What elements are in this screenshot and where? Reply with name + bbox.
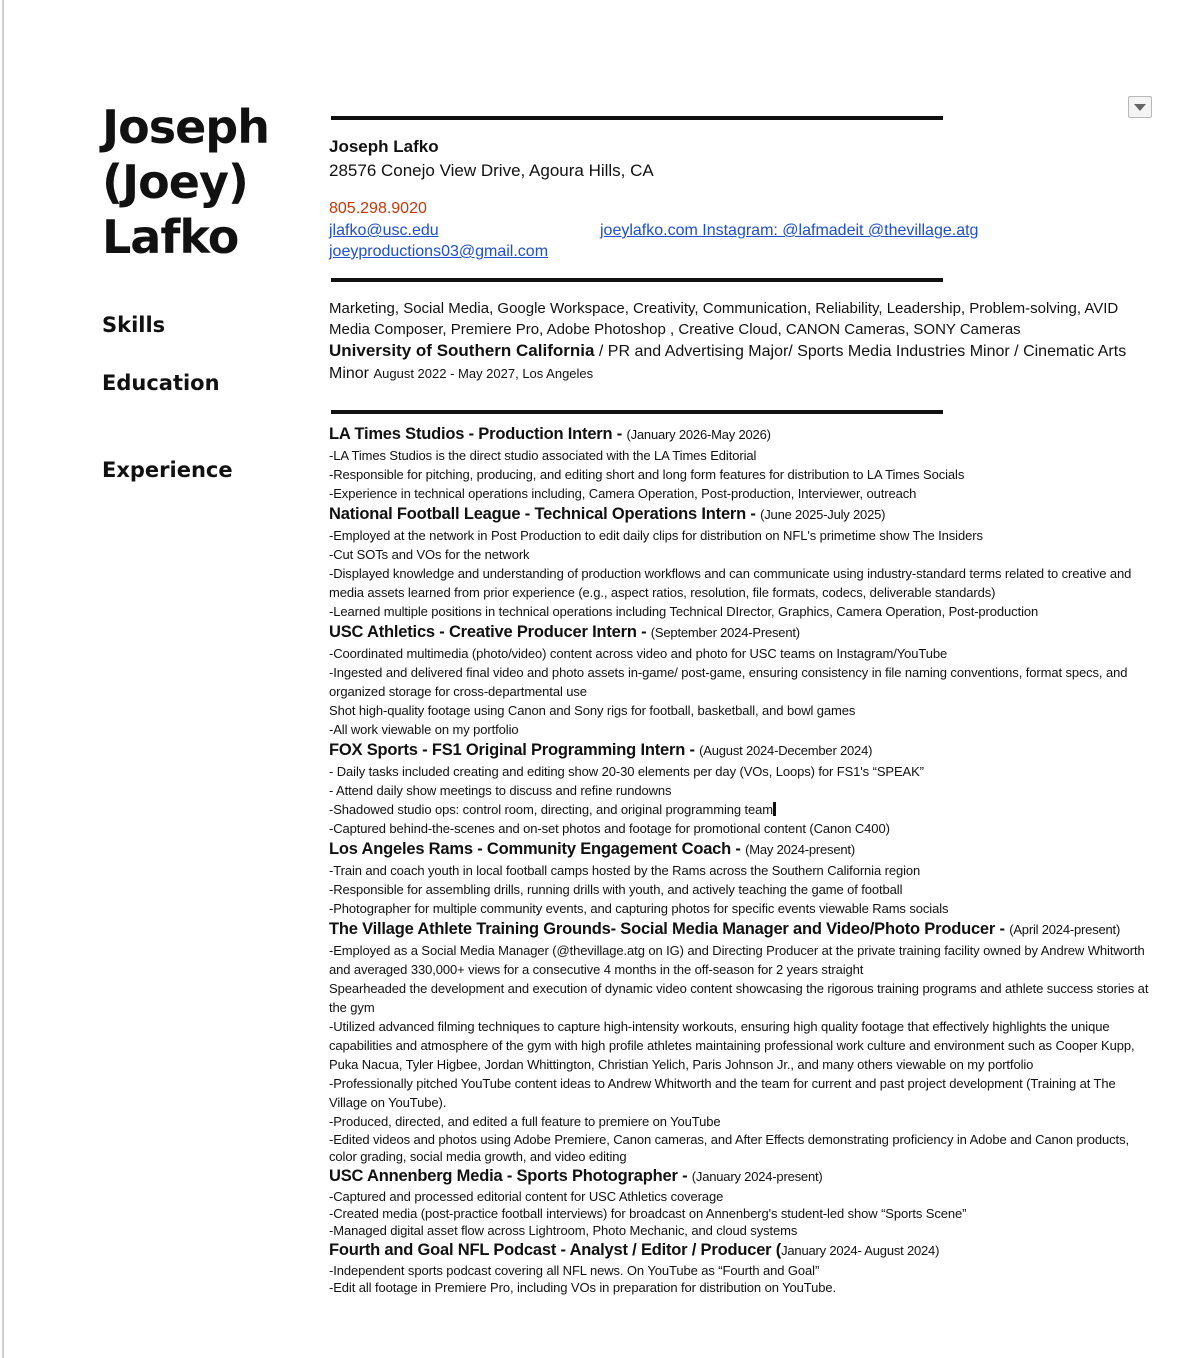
job-bullet: -Managed digital asset flow across Lightroom, Photo Mechanic, and cloud systems: [329, 1223, 798, 1238]
job-entry: [329, 621, 1151, 739]
job-bullet: -Learned multiple positions in technical operations including Technical DIrector, Graphics, Camera Operation, Post-production: [329, 604, 1039, 619]
job-bullet: -Photographer for multiple community events, and capturing photos for specific events viewable Rams socials: [329, 901, 949, 916]
job-bullet: - Attend daily show meetings to discuss and refine rundowns: [329, 783, 672, 798]
job-title: Los Angeles Rams - Community Engagement Coach -: [329, 840, 746, 858]
job-entry: [329, 1239, 1151, 1296]
job-bullet: -Coordinated multimedia (photo/video) content across video and photo for USC teams on Instagram/YouTube: [329, 646, 948, 661]
text-cursor-icon: [773, 802, 776, 816]
job-bullet: -Responsible for pitching, producing, and editing short and long form features for distribution to LA Times Socials: [329, 467, 965, 482]
contact-phone: 805.298.9020: [329, 200, 427, 217]
skills-text: Marketing, Social Media, Google Workspace, Creativity, Communication, Reliability, Leadership, Problem-solving, AVID Media Composer, Premiere Pro, Adobe Photoshop , Creative Cloud, CANON Cameras, SONY Cameras: [329, 300, 1119, 338]
contact-links-row: [329, 220, 1149, 241]
job-bullet-text: -Shadowed studio ops: control room, directing, and original programming team: [329, 802, 774, 817]
job-bullet: -LA Times Studios is the direct studio associated with the LA Times Editorial: [329, 448, 757, 463]
job-title: National Football League - Technical Operations Intern -: [329, 505, 761, 523]
skills-education-block: [329, 298, 1149, 385]
job-bullet: -Created media (post-practice football interviews) for broadcast on Annenberg's student-led show “Sports Scene”: [329, 1206, 967, 1221]
job-date: January 2024- August 2024): [781, 1243, 940, 1258]
education-date: August 2022 - May 2027, Los Angeles: [373, 366, 594, 381]
job-title-line: [329, 423, 1151, 446]
job-date: (May 2024-present): [745, 842, 855, 857]
job-bullet: -Responsible for assembling drills, running drills with youth, and actively teaching the game of football: [329, 882, 903, 897]
job-bullet: -Cut SOTs and VOs for the network: [329, 547, 530, 562]
experience-list: [329, 423, 1151, 1296]
experience-label: Experience: [102, 458, 233, 482]
job-bullet: -Train and coach youth in local football camps hosted by the Rams across the Southern California region: [329, 863, 921, 878]
job-bullet: -Captured and processed editorial content for USC Athletics coverage: [329, 1189, 724, 1204]
contact-address: 28576 Conejo View Drive, Agoura Hills, CA: [329, 161, 654, 180]
job-date: (April 2024-present): [1009, 922, 1121, 937]
contact-block: [329, 135, 1149, 262]
job-title-line: [329, 621, 1151, 644]
job-bullet: -Experience in technical operations including, Camera Operation, Post-production, Interviewer, outreach: [329, 486, 917, 501]
chevron-down-icon[interactable]: [1128, 96, 1152, 118]
name-line: (Joey): [102, 155, 248, 209]
job-title-line: [329, 503, 1151, 526]
job-entry: [329, 918, 1151, 1165]
job-bullet: -Employed as a Social Media Manager (@thevillage.atg on IG) and Directing Producer at the private training facility owned by Andrew Whitworth and averaged 330,000+ views for a consecutive 4 months in the off-season for 2 years straight: [329, 943, 1145, 977]
job-title: FOX Sports - FS1 Original Programming Intern -: [329, 741, 700, 759]
job-title-line: [329, 739, 1151, 762]
job-date: (June 2025-July 2025): [760, 507, 886, 522]
job-bullet: Shot high-quality footage using Canon and Sony rigs for football, basketball, and bowl games: [329, 703, 856, 718]
contact-name: Joseph Lafko: [329, 137, 439, 156]
job-bullet: - Daily tasks included creating and editing show 20-30 elements per day (VOs, Loops) for FS1's “SPEAK”: [329, 764, 924, 779]
email-link[interactable]: jlafko@usc.edu: [329, 222, 439, 239]
page-edge: [2, 0, 4, 1358]
job-entry: [329, 503, 1151, 621]
job-bullet: -Edited videos and photos using Adobe Premiere, Canon cameras, and After Effects demonstrating proficiency in Adobe and Canon products, color grading, social media growth, and video editing: [329, 1132, 1129, 1164]
job-title: USC Athletics - Creative Producer Intern -: [329, 623, 651, 641]
job-title: LA Times Studios - Production Intern -: [329, 425, 627, 443]
job-title-line: [329, 1165, 1151, 1188]
job-date: (January 2024-present): [691, 1169, 823, 1184]
divider-rule: [331, 278, 943, 282]
name-line: Lafko: [102, 210, 239, 264]
job-entry: [329, 423, 1151, 503]
job-bullet: -Produced, directed, and edited a full feature to premiere on YouTube: [329, 1114, 721, 1129]
resume-name-heading: [102, 100, 302, 265]
job-title: USC Annenberg Media - Sports Photographer -: [329, 1167, 692, 1185]
job-bullet: -Utilized advanced filming techniques to capture high-intensity workouts, ensuring high quality footage that effectively highlights the unique capabilities and atmosphere of the gym with high profile athletes maintaining professional work culture and environment such as Cooper Kupp, Puka Nacua, Tyler Higbee, Jordan Whittington, Christian Yelich, Paris Johnson Jr., and many others viewable on my portfolio: [329, 1019, 1135, 1072]
job-bullet: -Ingested and delivered final video and photo assets in-game/ post-game, ensuring consistency in file naming conventions, format specs, and organized storage for cross-departmental use: [329, 665, 1128, 699]
education-detail: / PR and Advertising Major/ Sports Media Industries Minor / Cinematic Arts Minor: [329, 343, 1127, 382]
job-bullet: -Captured behind-the-scenes and on-set photos and footage for promotional content (Canon C400): [329, 821, 890, 836]
job-entry: [329, 1165, 1151, 1239]
job-bullet: -Independent sports podcast covering all NFL news. On YouTube as “Fourth and Goal”: [329, 1263, 820, 1278]
job-title-line: [329, 918, 1151, 941]
job-entry: [329, 739, 1151, 838]
skills-label: Skills: [102, 313, 166, 337]
website-instagram-link[interactable]: joeylafko.com Instagram: @lafmadeit @thevillage.atg: [600, 222, 979, 239]
job-bullet: -Edit all footage in Premiere Pro, including VOs in preparation for distribution on YouTube.: [329, 1280, 837, 1295]
divider-rule: [331, 410, 943, 414]
job-bullet: Spearheaded the development and execution of dynamic video content showcasing the rigorous training programs and athlete success stories at the gym: [329, 981, 1149, 1015]
job-entry: [329, 838, 1151, 918]
job-bullet: -Professionally pitched YouTube content ideas to Andrew Whitworth and the team for current and past project development (Training at The Village on YouTube).: [329, 1076, 1116, 1110]
email-link-secondary[interactable]: joeyproductions03@gmail.com: [329, 243, 549, 260]
job-date: (January 2026-May 2026): [626, 427, 771, 442]
education-entry: [329, 340, 1149, 385]
job-bullet: -All work viewable on my portfolio: [329, 722, 519, 737]
job-date: (August 2024-December 2024): [699, 743, 873, 758]
job-date: (September 2024-Present): [650, 625, 800, 640]
job-bullet: -Employed at the network in Post Production to edit daily clips for distribution on NFL's primetime show The Insiders: [329, 528, 983, 543]
divider-rule: [331, 116, 943, 120]
job-title-line: [329, 1239, 1151, 1262]
education-label: Education: [102, 371, 220, 395]
job-title: The Village Athlete Training Grounds- Social Media Manager and Video/Photo Producer -: [329, 920, 1010, 938]
job-title-line: [329, 838, 1151, 861]
school-name: University of Southern California: [329, 341, 595, 360]
job-title: Fourth and Goal NFL Podcast - Analyst / Editor / Producer (: [329, 1241, 782, 1259]
job-bullet: -Displayed knowledge and understanding of production workflows and can communicate using industry-standard terms related to creative and media assets learned from prior experience (e.g., aspect ratios, resolution, file formats, codecs, deliverable standards): [329, 566, 1132, 600]
job-bullet: [329, 800, 1151, 819]
name-line: Joseph: [102, 100, 269, 154]
